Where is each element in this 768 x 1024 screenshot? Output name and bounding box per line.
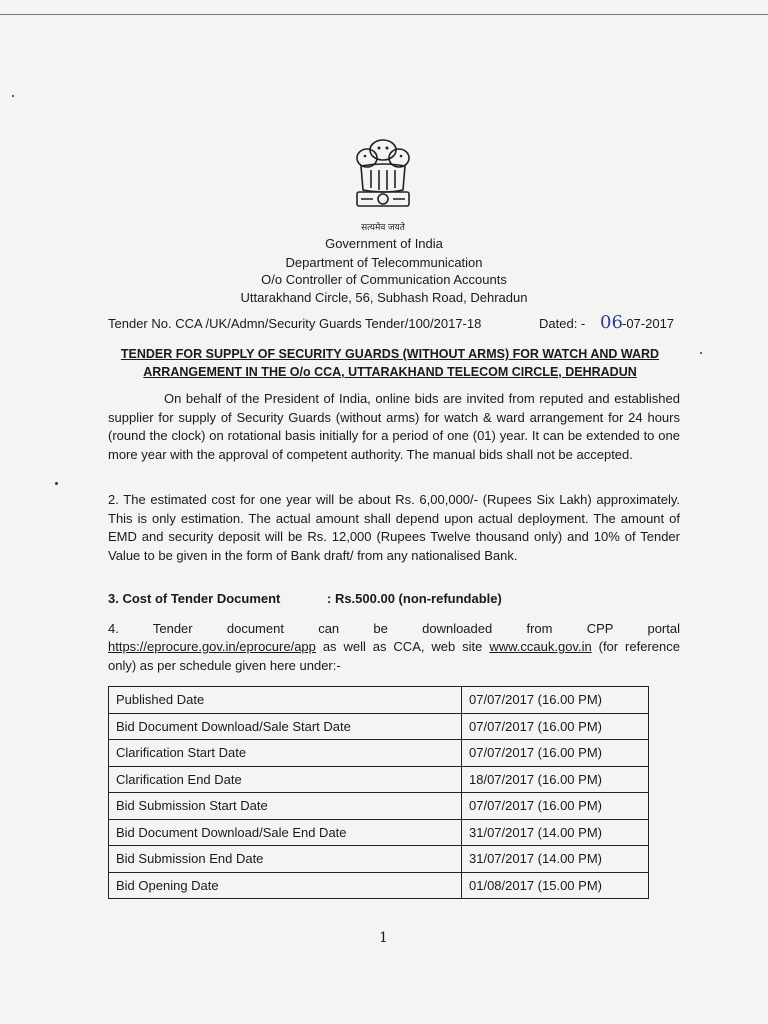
paragraph-4-end: (for reference only) as per schedule given here under:- (108, 639, 680, 673)
paragraph-4-mid: as well as CCA, web site (322, 639, 483, 654)
table-row (109, 872, 649, 899)
table-row (109, 793, 649, 820)
date-cell: 07/07/2017 (16.00 PM) (462, 687, 649, 714)
table-row (109, 766, 649, 793)
event-cell: Bid Submission End Date (109, 846, 462, 873)
event-cell: Published Date (109, 687, 462, 714)
event-cell: Clarification End Date (109, 766, 462, 793)
date-cell: 18/07/2017 (16.00 PM) (462, 766, 649, 793)
paragraph-1-text: On behalf of the President of India, online bids are invited from reputed and established supplier for supply of Security Guards (without arms) for watch & ward arrangement for 24 hours (round the clock) on rotational basis initially for a period of one (01) year. It can be extended to one more year with the approval of competent authority. The manual bids shall not be accepted. (108, 391, 680, 462)
schedule-table (108, 686, 649, 899)
date-cell: 31/07/2017 (14.00 PM) (462, 846, 649, 873)
tender-title-line-1: TENDER FOR SUPPLY OF SECURITY GUARDS (WITHOUT ARMS) FOR WATCH AND WARD (120, 347, 660, 361)
org-line-2: Department of Telecommunication (285, 255, 483, 270)
event-cell: Bid Document Download/Sale End Date (109, 819, 462, 846)
emblem-motto: सत्यमेव जयते (361, 222, 405, 232)
event-cell: Bid Document Download/Sale Start Date (109, 713, 462, 740)
date-cell: 31/07/2017 (14.00 PM) (462, 819, 649, 846)
dated-rest: -07-2017 (622, 316, 675, 331)
paragraph-1 (108, 390, 680, 464)
paragraph-4-rest (108, 638, 680, 675)
ccauk-link[interactable]: www.ccauk.gov.in (489, 639, 592, 654)
dated-label: Dated: - (539, 316, 586, 331)
date-cell: 01/08/2017 (15.00 PM) (462, 872, 649, 899)
event-cell: Bid Opening Date (109, 872, 462, 899)
table-row (109, 819, 649, 846)
page-number: 1 (379, 930, 388, 946)
date-cell: 07/07/2017 (16.00 PM) (462, 793, 649, 820)
cost-value: : Rs.500.00 (non-refundable) (327, 591, 502, 606)
event-cell: Clarification Start Date (109, 740, 462, 767)
table-row (109, 687, 649, 714)
org-line-3: O/o Controller of Communication Accounts (261, 272, 507, 287)
tender-title-line-2: ARRANGEMENT IN THE O/o CCA, UTTARAKHAND TELECOM CIRCLE, DEHRADUN (143, 365, 637, 379)
table-row (109, 740, 649, 767)
cost-label: 3. Cost of Tender Document (108, 591, 281, 606)
date-cell: 07/07/2017 (16.00 PM) (462, 713, 649, 740)
tender-number: Tender No. CCA /UK/Admn/Security Guards Tender/100/2017-18 (108, 316, 482, 331)
national-emblem-icon (345, 132, 421, 232)
scan-speck (12, 95, 14, 97)
paragraph-4-line-1: 4. Tender document can be downloaded from CPP portal (108, 621, 680, 636)
table-row (109, 713, 649, 740)
scan-edge-line (0, 14, 768, 15)
handwritten-day: 06 (600, 312, 623, 333)
scan-speck (55, 482, 58, 485)
org-line-4: Uttarakhand Circle, 56, Subhash Road, Dehradun (240, 290, 528, 305)
eprocure-link[interactable]: https://eprocure.gov.in/eprocure/app (108, 639, 316, 654)
date-cell: 07/07/2017 (16.00 PM) (462, 740, 649, 767)
event-cell: Bid Submission Start Date (109, 793, 462, 820)
scan-speck (700, 352, 702, 354)
org-line-1: Government of India (325, 236, 443, 251)
table-row (109, 846, 649, 873)
cost-of-document (108, 591, 502, 606)
paragraph-2: 2. The estimated cost for one year will be about Rs. 6,00,000/- (Rupees Six Lakh) approximately. This is only estimation. The actual amount shall depend upon actual deployment. The amount of EMD and security deposit will be Rs. 12,000 (Rupees Twelve thousand only) and 10% of Tender Value to be given in the form of Bank draft/ from any nationalised Bank. (108, 492, 680, 563)
